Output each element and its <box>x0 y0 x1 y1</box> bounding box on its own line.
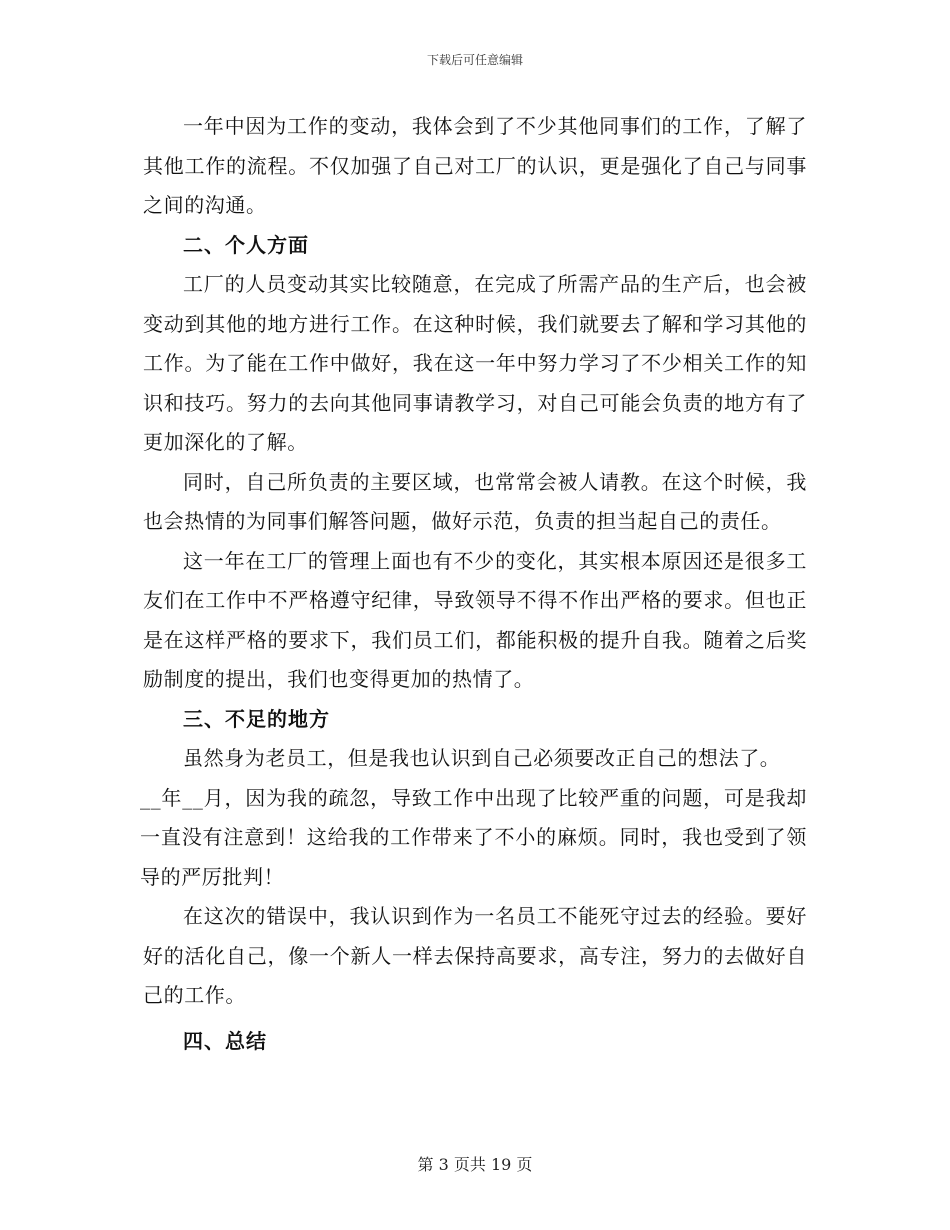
paragraph-lesson-learned: 在这次的错误中，我认识到作为一名员工不能死守过去的经验。要好好的活化自己，像一个新人一样去保持高要求，高专注，努力的去做好自己的工作。 <box>143 904 807 1007</box>
section-heading-personal: 二、个人方面 <box>183 232 309 257</box>
paragraph-staff-transfer: 工厂的人员变动其实比较随意，在完成了所需产品的生产后，也会被变动到其他的地方进行工作。在这种时候，我们就要去了解和学习其他的工作。为了能在工作中做好，我在这一年中努力学习了不少相关工作的知识和技巧。努力的去向其他同事请教学习，对自己可能会负责的地方有了更加深化的了解。 <box>143 272 807 454</box>
paragraph-helping-colleagues: 同时，自己所负责的主要区域，也常常会被人请教。在这个时候，我也会热情的为同事们解答问题，做好示范，负责的担当起自己的责任。 <box>143 469 807 533</box>
paragraph-veteran-reflection: 虽然身为老员工，但是我也认识到自己必须要改正自己的想法了。 <box>183 746 781 770</box>
document-body <box>140 107 807 1061</box>
page-header-note: 下载后可任意编辑 <box>426 53 523 67</box>
paragraph-management-changes: 这一年在工厂的管理上面也有不少的变化，其实根本原因还是很多工友们在工作中不严格遵守纪律，导致领导不得不作出严格的要求。但也正是在这样严格的要求下，我们员工们，都能积极的提升自我。随着之后奖励制度的提出，我们也变得更加的热情了。 <box>143 548 807 691</box>
paragraph-work-change: 一年中因为工作的变动，我体会到了不少其他同事们的工作，了解了其他工作的流程。不仅加强了自己对工厂的认识，更是强化了自己与同事之间的沟通。 <box>143 114 807 217</box>
paragraph-mistake: __年__月，因为我的疏忽，导致工作中出现了比较严重的问题，可是我却一直没有注意到！这给我的工作带来了不小的麻烦。同时，我也受到了领导的严厉批判！ <box>140 785 807 889</box>
section-heading-shortcomings: 三、不足的地方 <box>183 706 330 731</box>
page-number: 第 3 页共 19 页 <box>417 1155 533 1174</box>
section-heading-summary: 四、总结 <box>183 1028 267 1053</box>
